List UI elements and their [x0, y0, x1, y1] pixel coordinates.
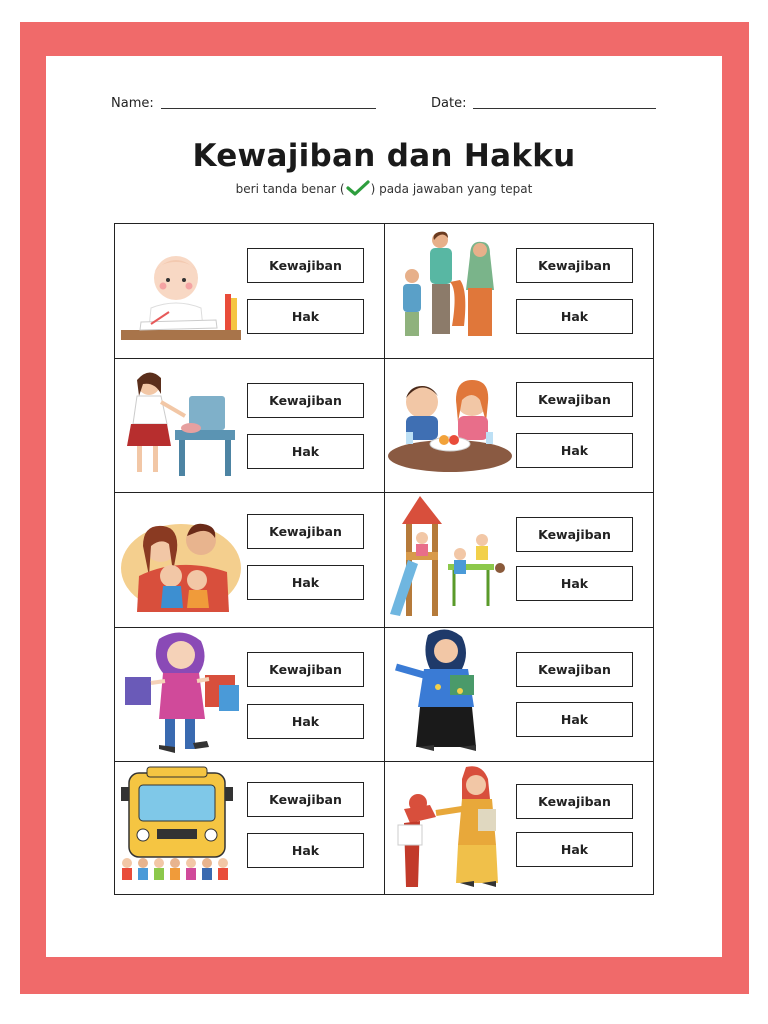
- right-option-button[interactable]: Hak: [247, 299, 364, 334]
- instructions-text-after: ) pada jawaban yang tepat: [370, 182, 533, 196]
- child-studying-icon: [121, 248, 243, 348]
- date-field[interactable]: [473, 108, 656, 109]
- question-cell: [115, 224, 384, 358]
- instructions-text-before: beri tanda benar (: [235, 182, 345, 196]
- teacher-icon: [390, 629, 510, 759]
- question-cell: [384, 627, 655, 761]
- instructions: [46, 180, 722, 199]
- right-option-button[interactable]: Hak: [516, 702, 633, 737]
- right-option-button[interactable]: Hak: [247, 565, 364, 600]
- question-cell: [384, 492, 655, 627]
- question-cell: [115, 492, 384, 627]
- right-option-button[interactable]: Hak: [247, 434, 364, 469]
- question-cell: [384, 761, 655, 896]
- question-cell: [115, 627, 384, 761]
- date-label: Date:: [431, 96, 467, 111]
- children-eating-icon: [386, 372, 514, 480]
- duty-option-button[interactable]: Kewajiban: [247, 248, 364, 283]
- duty-option-button[interactable]: Kewajiban: [247, 782, 364, 817]
- right-option-button[interactable]: Hak: [516, 566, 633, 601]
- duty-option-button[interactable]: Kewajiban: [247, 383, 364, 418]
- duty-option-button[interactable]: Kewajiban: [516, 382, 633, 417]
- duty-option-button[interactable]: Kewajiban: [247, 514, 364, 549]
- duty-option-button[interactable]: Kewajiban: [516, 784, 633, 819]
- question-cell: [384, 358, 655, 492]
- playground-icon: [388, 494, 514, 624]
- right-option-button[interactable]: Hak: [247, 833, 364, 868]
- duty-option-button[interactable]: Kewajiban: [516, 517, 633, 552]
- worksheet: [46, 56, 722, 957]
- girl-shopping-icon: [119, 629, 243, 759]
- student-greeting-teacher-icon: [390, 765, 514, 891]
- check-icon: [346, 180, 370, 199]
- duty-option-button[interactable]: Kewajiban: [516, 248, 633, 283]
- right-option-button[interactable]: Hak: [516, 299, 633, 334]
- question-cell: [115, 761, 384, 896]
- family-hug-icon: [119, 516, 245, 616]
- answer-grid: [114, 223, 654, 895]
- right-option-button[interactable]: Hak: [516, 433, 633, 468]
- duty-option-button[interactable]: Kewajiban: [516, 652, 633, 687]
- name-label: Name:: [111, 96, 154, 111]
- page-title: Kewajiban dan Hakku: [192, 138, 576, 174]
- right-option-button[interactable]: Hak: [516, 832, 633, 867]
- question-cell: [115, 358, 384, 492]
- girl-arranging-chair-icon: [119, 366, 243, 484]
- school-bus-icon: [117, 765, 241, 889]
- family-greeting-icon: [390, 230, 510, 354]
- right-option-button[interactable]: Hak: [247, 704, 364, 739]
- duty-option-button[interactable]: Kewajiban: [247, 652, 364, 687]
- question-cell: [384, 224, 655, 358]
- name-field[interactable]: [161, 108, 376, 109]
